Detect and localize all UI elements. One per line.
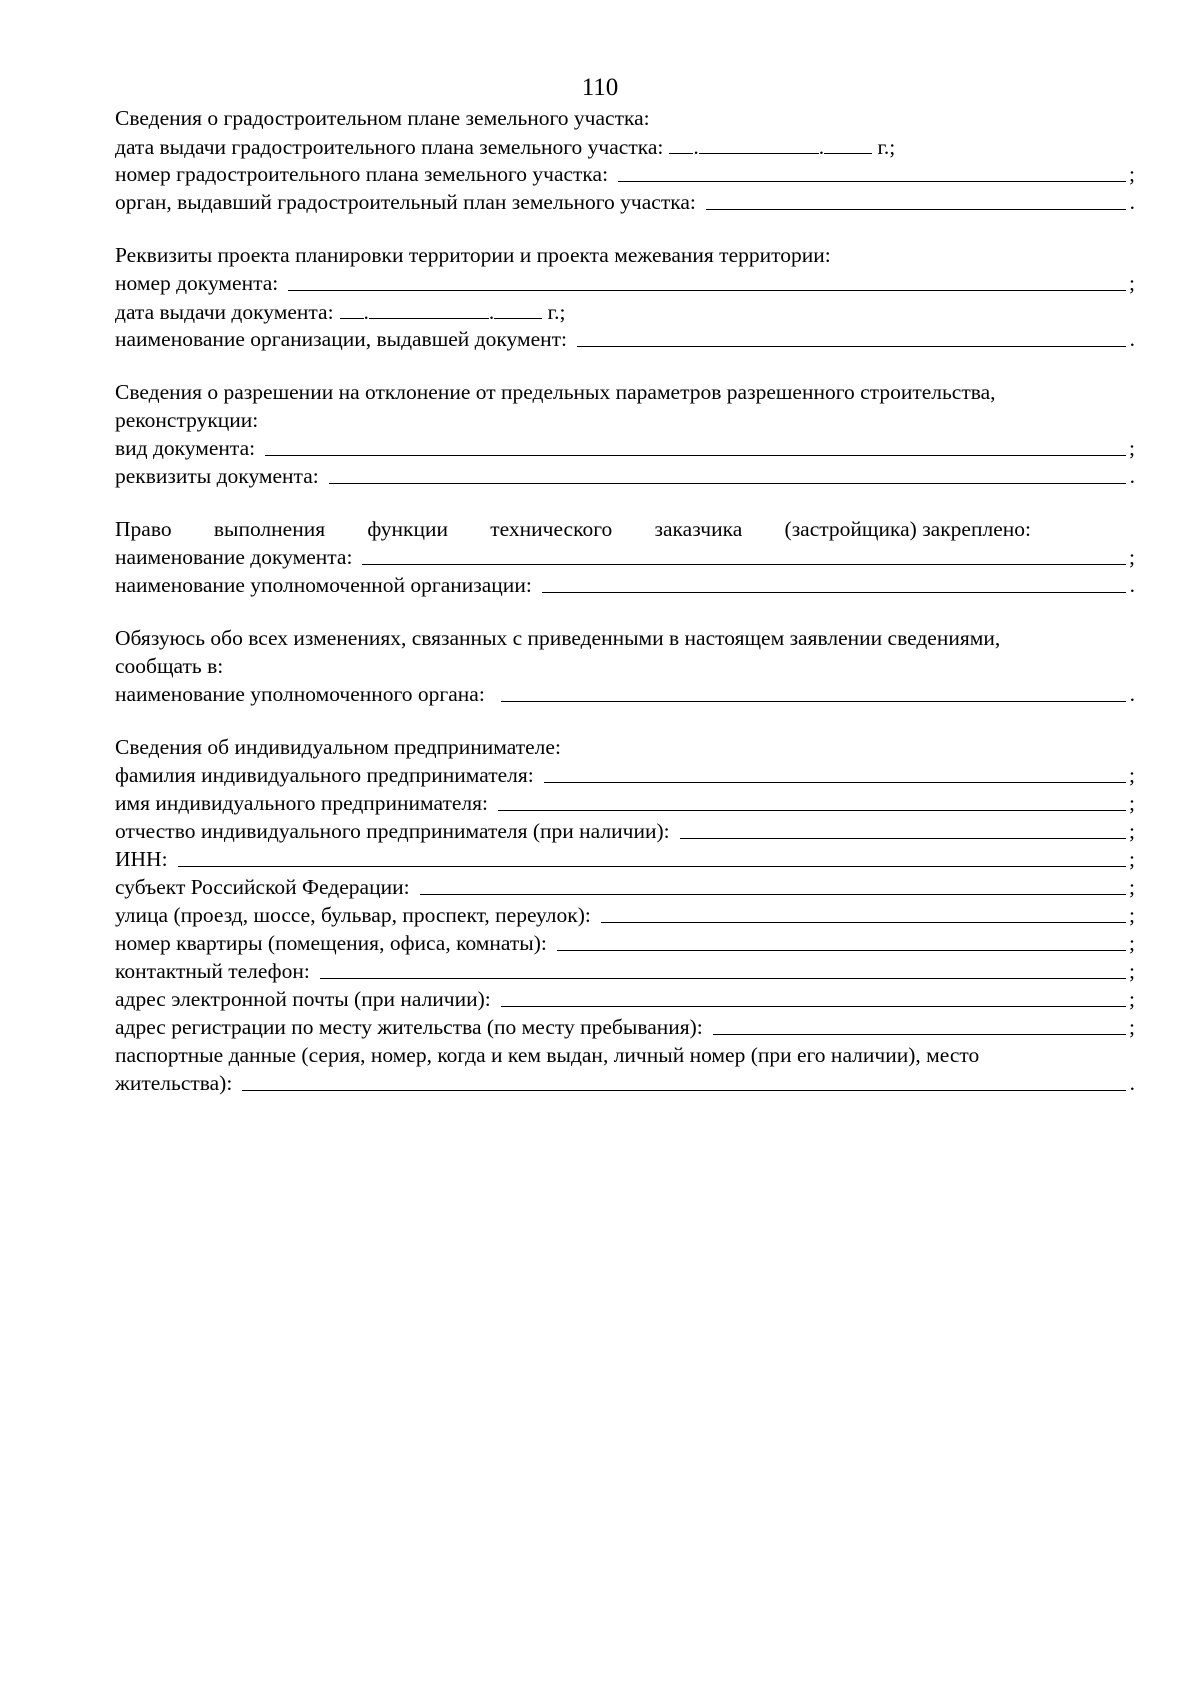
entrepreneur-surname-row: фамилия индивидуального предпринимателя: ; (115, 763, 1135, 787)
gpzu-date-row: дата выдачи градостроительного плана земельного участка: . . г.; (115, 132, 1135, 160)
entrepreneur-street-field[interactable] (601, 901, 1126, 923)
deviation-heading-line2: реконструкции: (115, 408, 259, 432)
page-number: 110 (581, 74, 619, 101)
gpzu-date-month-field[interactable] (699, 132, 819, 154)
entrepreneur-registration-row: адрес регистрации по месту жительства (по месту пребывания): ; (115, 1015, 1135, 1039)
gpzu-number-row: номер градостроительного плана земельного участка: ; (115, 162, 1135, 186)
entrepreneur-region-row: субъект Российской Федерации: ; (115, 875, 1135, 899)
planning-date-row: дата выдачи документа: . . г.; (115, 297, 1135, 325)
entrepreneur-inn-row: ИНН: ; (115, 847, 1135, 871)
gpzu-number-field[interactable] (618, 160, 1126, 182)
entrepreneur-street-row: улица (проезд, шоссе, бульвар, проспект, переулок): ; (115, 903, 1135, 927)
planning-date-month-field[interactable] (369, 297, 489, 319)
entrepreneur-passport-line1: паспортные данные (серия, номер, когда и кем выдан, личный номер (при его наличии), место (115, 1043, 980, 1067)
customer-heading: Право выполнения функции технического заказчика (застройщика) закреплено: (115, 517, 1031, 541)
planning-date-day-field[interactable] (340, 297, 364, 319)
deviation-details-row: реквизиты документа: . (115, 464, 1135, 488)
planning-heading: Реквизиты проекта планировки территории и проекта межевания территории: (115, 243, 831, 267)
obligation-organ-row: наименование уполномоченного органа: . (115, 682, 1135, 706)
entrepreneur-apartment-row: номер квартиры (помещения, офиса, комнаты): ; (115, 931, 1135, 955)
entrepreneur-email-row: адрес электронной почты (при наличии): ; (115, 987, 1135, 1011)
entrepreneur-passport-field[interactable] (242, 1069, 1126, 1091)
obligation-organ-field[interactable] (501, 680, 1126, 702)
gpzu-date-day-field[interactable] (669, 132, 693, 154)
entrepreneur-passport-row: жительства): . (115, 1071, 1135, 1095)
entrepreneur-phone-field[interactable] (320, 957, 1126, 979)
entrepreneur-heading: Сведения об индивидуальном предпринимателе: (115, 735, 561, 759)
planning-org-field[interactable] (577, 325, 1126, 347)
entrepreneur-apartment-field[interactable] (557, 929, 1126, 951)
entrepreneur-patronymic-field[interactable] (680, 817, 1126, 839)
entrepreneur-registration-field[interactable] (713, 1013, 1126, 1035)
planning-number-field[interactable] (288, 269, 1126, 291)
entrepreneur-phone-row: контактный телефон: ; (115, 959, 1135, 983)
gpzu-date-year-field[interactable] (824, 132, 872, 154)
gpzu-organ-row: орган, выдавший градостроительный план земельного участка: . (115, 190, 1135, 214)
planning-org-row: наименование организации, выдавшей документ: . (115, 327, 1135, 351)
gpzu-date-label: дата выдачи градостроительного плана земельного участка: (115, 135, 664, 159)
entrepreneur-patronymic-row: отчество индивидуального предпринимателя (при наличии): ; (115, 819, 1135, 843)
entrepreneur-email-field[interactable] (501, 985, 1126, 1007)
entrepreneur-name-row: имя индивидуального предпринимателя: ; (115, 791, 1135, 815)
entrepreneur-name-field[interactable] (498, 789, 1126, 811)
planning-number-row: номер документа: ; (115, 271, 1135, 295)
gpzu-heading: Сведения о градостроительном плане земельного участка: (115, 106, 650, 130)
entrepreneur-region-field[interactable] (420, 873, 1126, 895)
planning-date-year-field[interactable] (494, 297, 542, 319)
deviation-details-field[interactable] (329, 462, 1126, 484)
deviation-type-row: вид документа: ; (115, 436, 1135, 460)
entrepreneur-inn-field[interactable] (178, 845, 1126, 867)
entrepreneur-surname-field[interactable] (544, 761, 1126, 783)
deviation-type-field[interactable] (265, 434, 1126, 456)
customer-doc-row: наименование документа: ; (115, 545, 1135, 569)
form-content (115, 104, 1135, 1097)
customer-org-field[interactable] (542, 571, 1126, 593)
obligation-heading-line1: Обязуюсь обо всех изменениях, связанных с приведенными в настоящем заявлении сведениями, (115, 626, 1001, 650)
deviation-heading-line1: Сведения о разрешении на отклонение от предельных параметров разрешенного строительства, (115, 380, 996, 404)
gpzu-organ-field[interactable] (706, 188, 1126, 210)
obligation-heading-line2: сообщать в: (115, 654, 224, 678)
customer-doc-field[interactable] (362, 543, 1126, 565)
customer-org-row: наименование уполномоченной организации: . (115, 573, 1135, 597)
